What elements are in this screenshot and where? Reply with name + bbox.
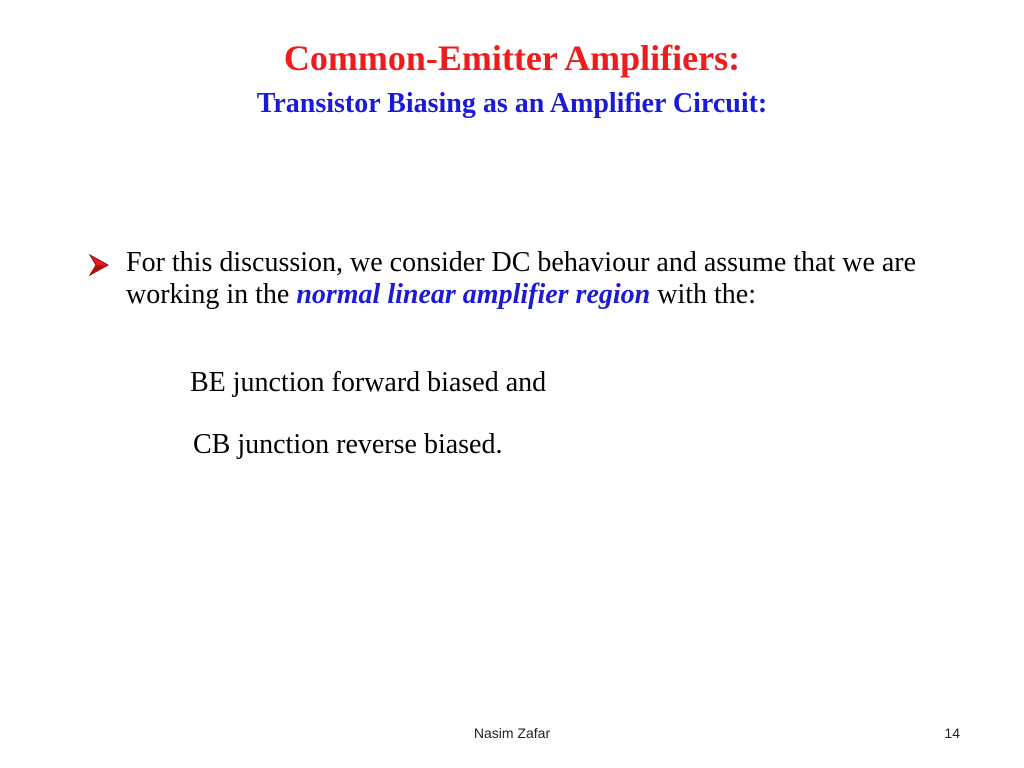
page-number: 14 [944,725,960,741]
bullet-text-before: For this discussion, we consider DC behaviour and assume that we are working in the [126,247,917,310]
footer-author: Nasim Zafar [473,725,551,741]
condition-cb-junction: CB junction reverse biased. [193,429,503,460]
bullet-text-after: with the: [650,279,757,310]
condition-be-junction: BE junction forward biased and [190,367,547,398]
arrow-bullet-icon [88,253,110,277]
bullet-emphasis: normal linear amplifier region [296,279,651,310]
bullet-text [126,247,946,311]
slide-title: Common-Emitter Amplifiers: [283,38,741,78]
slide-subtitle: Transistor Biasing as an Amplifier Circuit: [256,88,768,119]
